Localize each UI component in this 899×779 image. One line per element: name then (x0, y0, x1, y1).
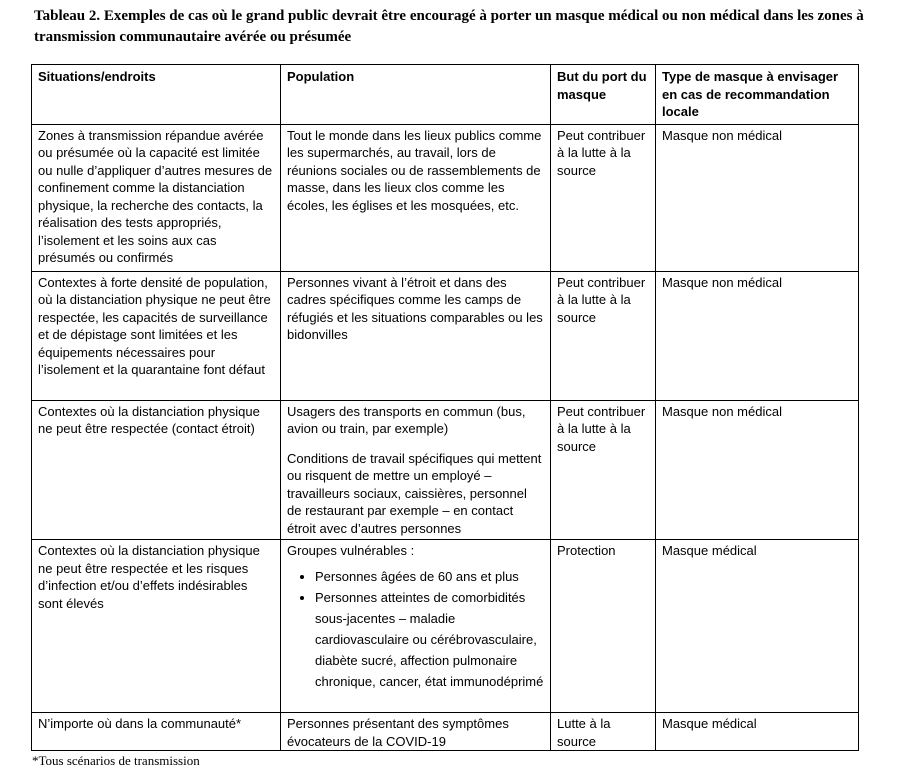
cell-situation: Zones à transmission répandue avérée ou présumée où la capacité est limitée ou nulle d’appliquer d’autres mesures de confinement comme la distanciation physique, la recherche des contacts, la réalisation des tests appropriés, l’isolement et les soins aux cas présumés ou confirmés (32, 124, 281, 271)
cell-purpose: Protection (551, 540, 656, 713)
cell-mask-type: Masque non médical (656, 271, 859, 400)
list-item: • Personnes atteintes de comorbidités sous-jacentes – maladie cardiovasculaire ou cérébrovasculaire, diabète sucré, affection pulmonaire chronique, cancer, état immunodéprimé (315, 587, 544, 692)
cell-population: Personnes présentant des symptômes évocateurs de la COVID-19 (281, 713, 551, 751)
header-population: Population (281, 65, 551, 125)
cell-purpose: Peut contribuer à la lutte à la source (551, 124, 656, 271)
table-row (32, 124, 859, 271)
cell-mask-type: Masque non médical (656, 400, 859, 540)
footnote: *Tous scénarios de transmission (32, 753, 200, 768)
cell-purpose: Peut contribuer à la lutte à la source (551, 400, 656, 540)
cell-situation: N’importe où dans la communauté* (32, 713, 281, 751)
table-caption: Tableau 2. Exemples de cas où le grand public devrait être encouragé à porter un masque médical ou non médical dans les zones à transmission communautaire avérée ou présumée (34, 8, 864, 45)
cell-situation: Contextes où la distanciation physique ne peut être respectée et les risques d’infection et/ou d’effets indésirables sont élevés (32, 540, 281, 713)
table-row (32, 713, 859, 751)
cell-situation: Contextes où la distanciation physique ne peut être respectée (contact étroit) (32, 400, 281, 540)
cell-purpose: Peut contribuer à la lutte à la source (551, 271, 656, 400)
cell-purpose: Lutte à la source (551, 713, 656, 751)
population-text: Groupes vulnérables : (287, 543, 415, 558)
table-row (32, 271, 859, 400)
cell-mask-type: Masque médical (656, 540, 859, 713)
header-mask-type: Type de masque à envisager en cas de recommandation locale (656, 65, 859, 125)
cell-population: Tout le monde dans les lieux publics comme les supermarchés, au travail, lors de réunions sociales ou de rassemblements de masse, dans les lieux clos comme les écoles, les églises et les mosquées, etc. (281, 124, 551, 271)
cell-mask-type: Masque médical (656, 713, 859, 751)
population-text: Usagers des transports en commun (bus, avion ou train, par exemple) (287, 403, 526, 436)
population-extra-text: Conditions de travail spécifiques qui mettent ou risquent de mettre un employé – travailleurs sociaux, caissières, personnel de restaurant par exemple – en contact étroit avec d’autres personnes (287, 450, 542, 536)
cell-population (281, 400, 551, 540)
vulnerable-groups-list (287, 566, 544, 692)
header-purpose: But du port du masque (551, 65, 656, 125)
table-row (32, 400, 859, 540)
cell-population (281, 540, 551, 713)
header-situation: Situations/endroits (32, 65, 281, 125)
cell-mask-type: Masque non médical (656, 124, 859, 271)
list-item: • Personnes âgées de 60 ans et plus (315, 566, 544, 587)
mask-recommendation-table (31, 64, 859, 751)
cell-situation: Contextes à forte densité de population, où la distanciation physique ne peut être respectée, les capacités de surveillance et de dépistage sont limitées et les équipements nécessaires pour l’isolement et la quarantaine font défaut (32, 271, 281, 400)
cell-population: Personnes vivant à l’étroit et dans des cadres spécifiques comme les camps de réfugiés et les situations comparables ou les bidonvilles (281, 271, 551, 400)
table-header-row (32, 65, 859, 125)
table-row (32, 540, 859, 713)
